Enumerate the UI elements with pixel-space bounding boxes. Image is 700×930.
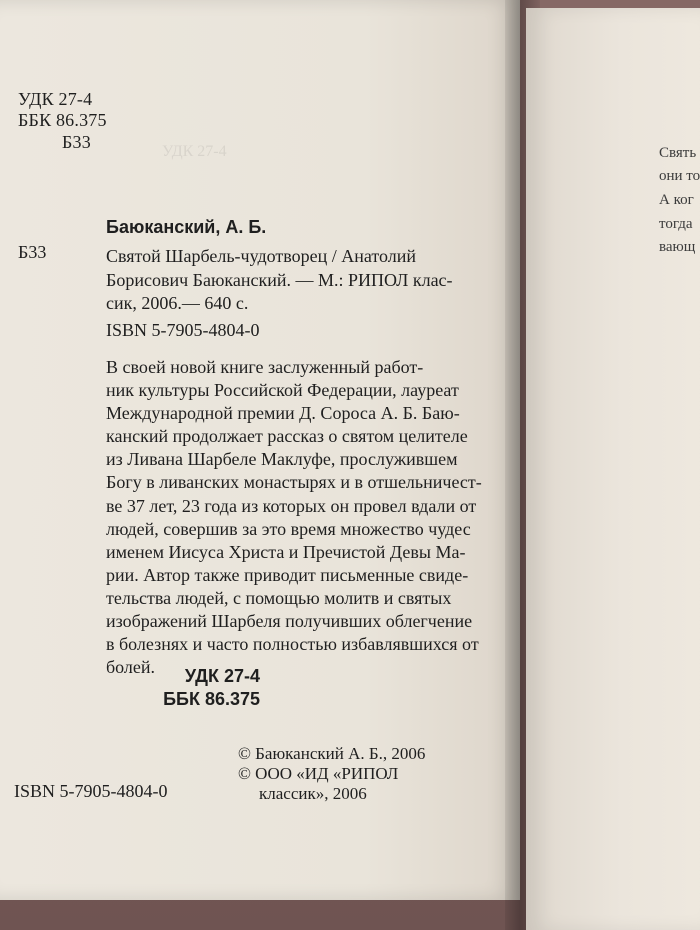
annotation-line: рии. Автор также приводит письменные свиде- [106,564,469,585]
right-page-fragment: тогда [659,216,693,232]
annotation-line: В своей новой книге заслуженный работ- [106,357,424,377]
copyright-line: © Баюканский А. Б., 2006 [238,744,426,763]
bbk-code: ББК 86.375 [18,110,107,130]
annotation-line: тельства людей, с помощью молитв и святых [106,587,452,608]
annotation-line: из Ливана Шарбеле Маклуфе, прослужившем [106,449,458,470]
annotation [106,356,482,679]
biblio-line: Святой Шарбель-чудотворец / Анатолий [106,246,417,266]
biblio-line: сик, 2006.— 640 с. [106,293,249,313]
bottom-bbk-code: ББК 86.375 [163,689,260,709]
right-page-fragment: Свять [659,145,697,161]
copyright-notice [238,744,425,804]
side-author-mark: Б33 [18,242,47,262]
udk-code: УДК 27-4 [18,89,93,109]
annotation-line: Международной премии Д. Сороса А. Б. Баю- [106,403,460,424]
annotation-line: людей, совершив за это время множество чудес [106,518,471,539]
right-page-fragment: А ког [659,192,694,208]
bottom-classification-codes [163,665,260,711]
copyright-line: © ООО «ИД «РИПОЛ [238,764,399,783]
annotation-line: Богу в ливанских монастырях и в отшельничест- [106,472,482,493]
right-page-fragment: они то [659,168,700,184]
bottom-isbn-number: ISBN 5-7905-4804-0 [14,781,168,801]
right-page-fragment: вающ [659,239,696,255]
annotation-line: именем Иисуса Христа и Пречистой Девы Ма- [106,541,466,562]
bottom-udk-code: УДК 27-4 [184,666,260,686]
author-heading: Баюканский, А. Б. [106,217,267,237]
annotation-line: болей. [106,657,156,678]
annotation-line: ник культуры Российской Федерации, лауреат [106,380,459,401]
annotation-line: канский продолжает рассказ о святом целителе [106,426,468,447]
bibliographic-description [106,245,453,316]
annotation-line: в болезнях и часто полностью избавлявшихся от [106,634,479,655]
biblio-line: Борисович Баюканский. — М.: РИПОЛ клас- [106,269,453,290]
annotation-line: изображений Шарбеля получивших облегчение [106,611,473,632]
copyright-line: классик», 2006 [259,784,367,803]
show-through-text: УДК 27-4 [162,143,227,160]
annotation-line: ве 37 лет, 23 года из которых он провел вдали от [106,495,477,516]
isbn-number: ISBN 5-7905-4804-0 [106,320,260,340]
author-mark: Б33 [62,132,91,152]
